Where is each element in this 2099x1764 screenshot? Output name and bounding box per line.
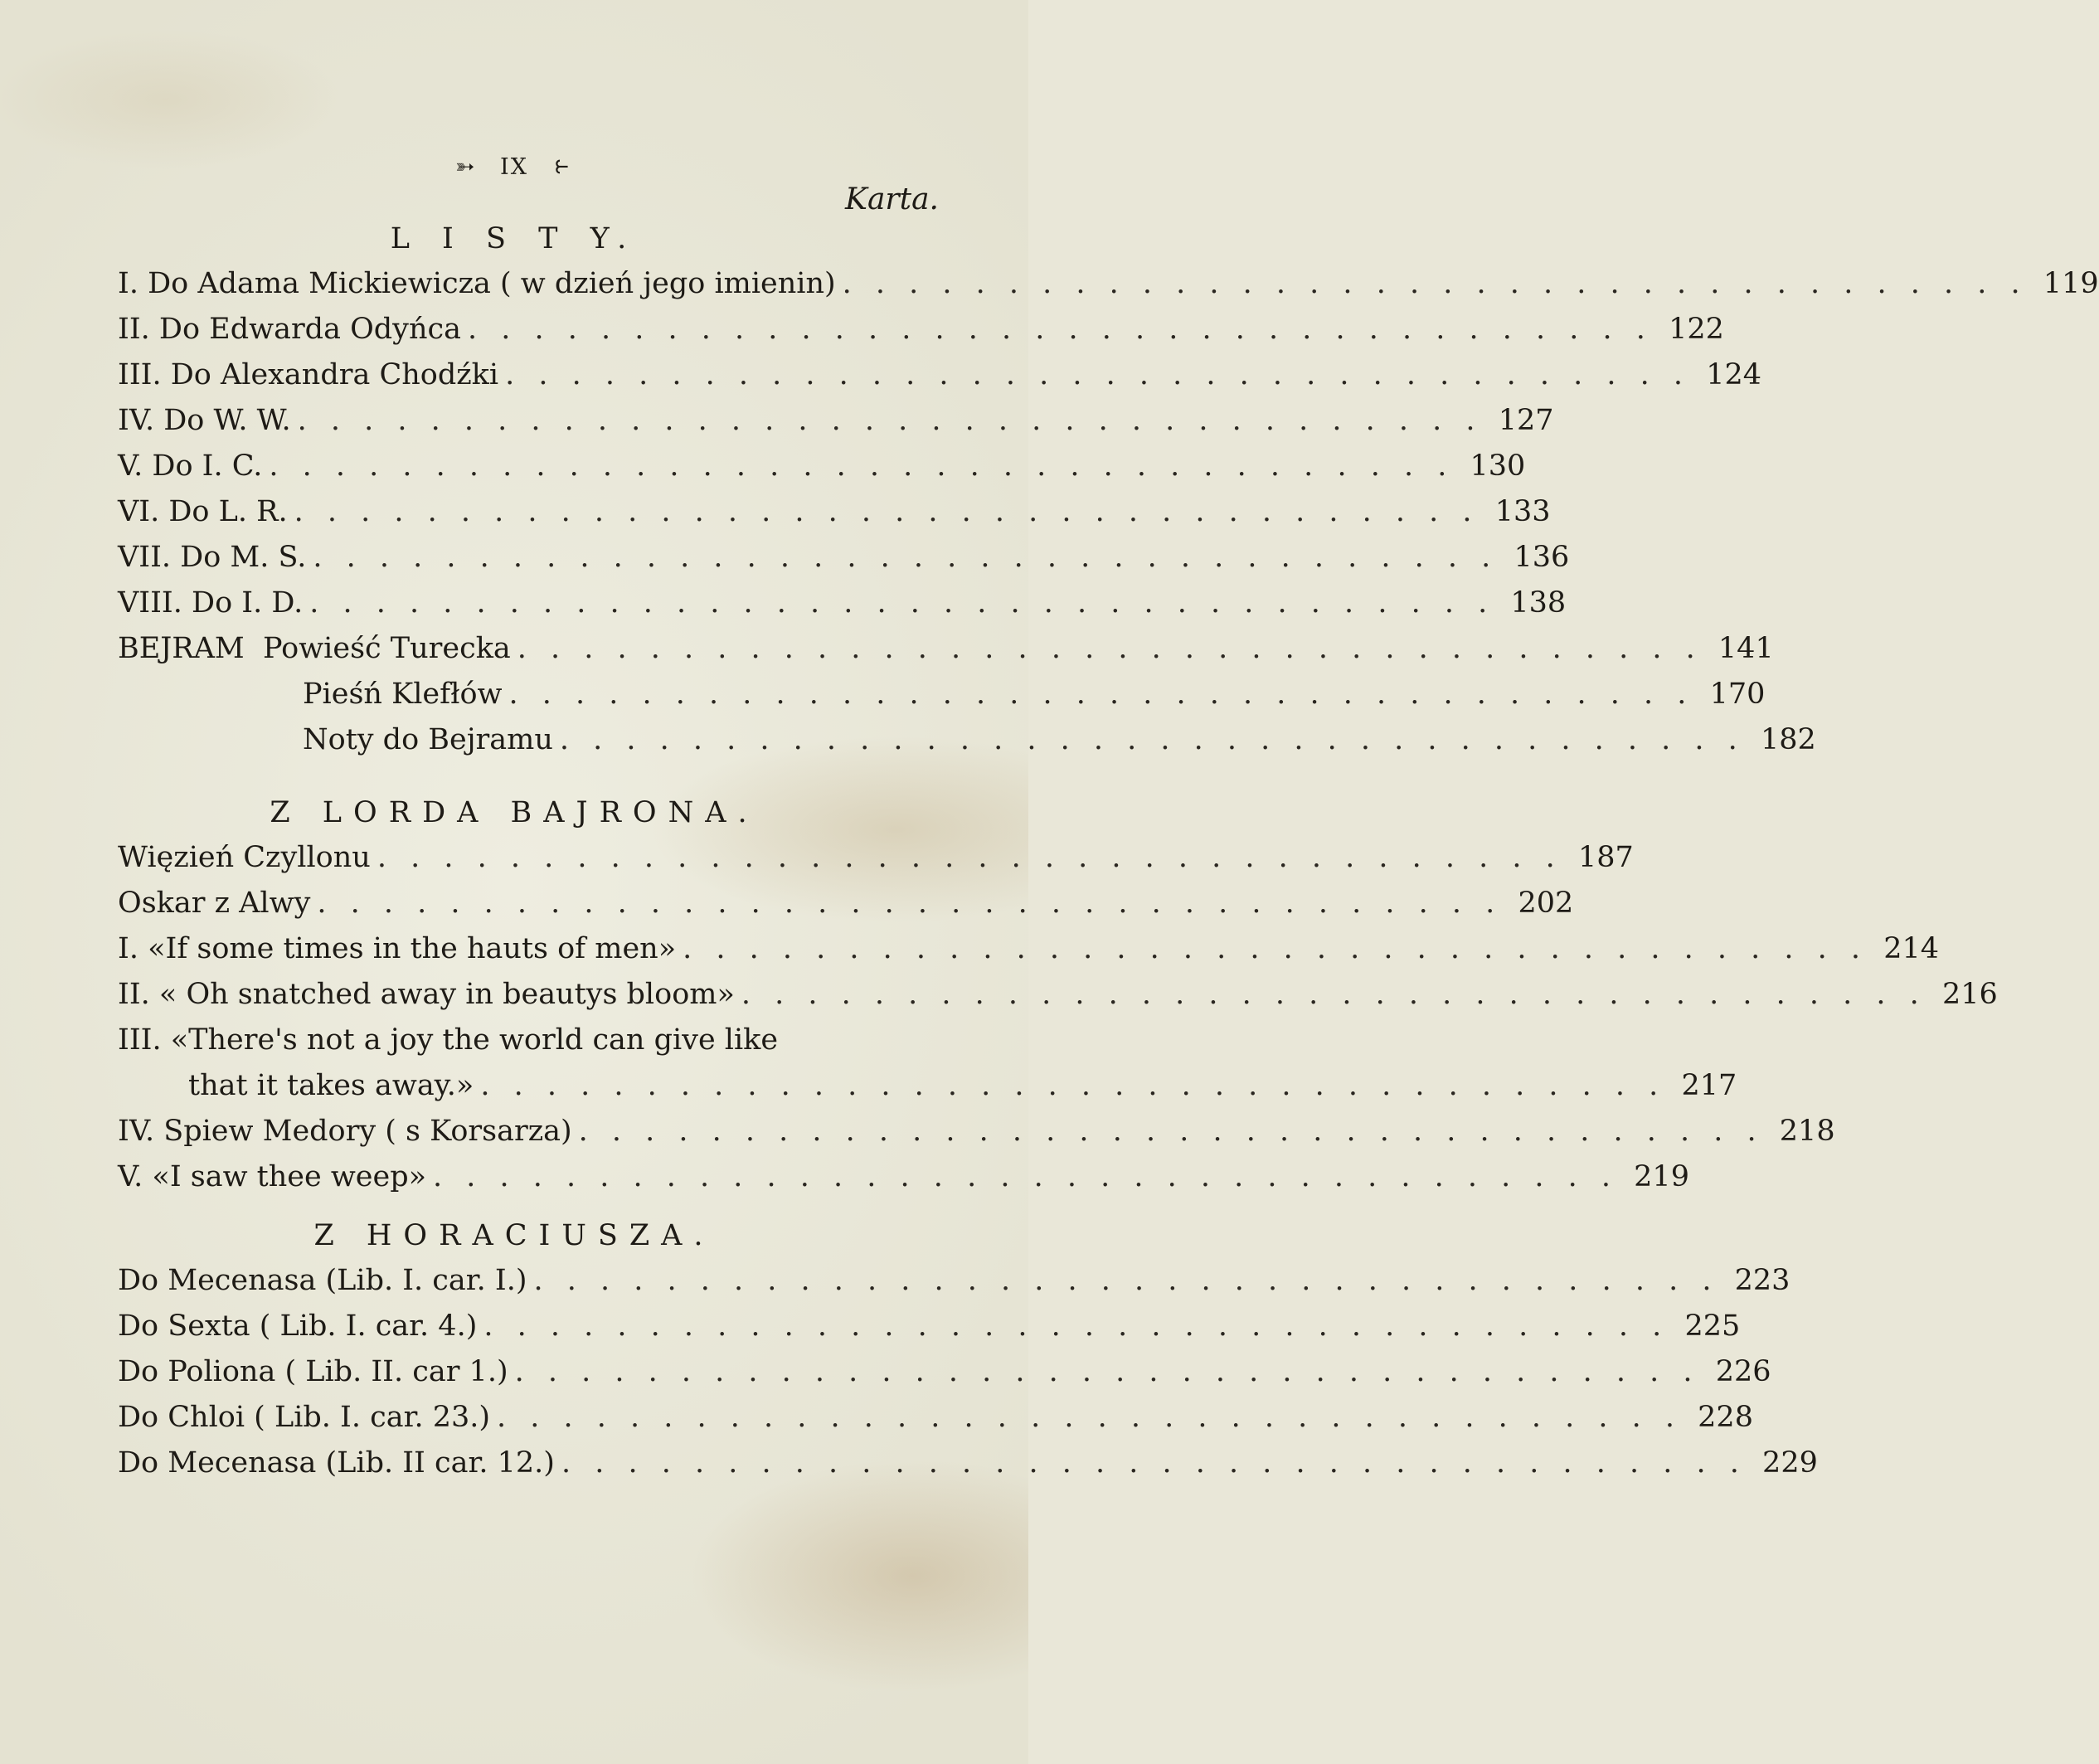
entry-page: 187 xyxy=(1577,841,1634,874)
left-ornament-icon: ➳ xyxy=(454,153,477,180)
entry-page: 138 xyxy=(1510,586,1567,620)
entry-title: Noty do Bejramu xyxy=(303,723,553,756)
dot-leader: . . . . . . . . . . . . . . . . . . . . . . . . . . . . . . . . . . . . xyxy=(467,313,1653,346)
entry-title: IV. Do W. W. xyxy=(118,404,291,437)
dot-leader: . . . . . . . . . . . . . . . . . . . . . . . . . . . . . . . . . . . . xyxy=(578,1115,1764,1148)
dot-leader: . . . . . . . . . . . . . . . . . . . . . . . . . . . . . . . . . . . . xyxy=(514,1355,1700,1388)
toc-entry xyxy=(118,586,1567,632)
karta-label: Karta. xyxy=(845,182,939,216)
entry-title: VI. Do L. R. xyxy=(118,495,288,528)
entry-title: VII. Do M. S. xyxy=(118,541,307,574)
dot-leader: . . . . . . . . . . . . . . . . . . . . . . . . . . . . . . . . . . . . xyxy=(561,1446,1747,1480)
toc-entry xyxy=(118,932,1940,978)
toc-entry xyxy=(118,1310,1741,1355)
toc-entry xyxy=(118,267,2099,313)
dot-leader: . . . . . . . . . . . . . . . . . . . . . . . . . . . . . . . . . . . . xyxy=(317,887,1503,920)
entry-page: 124 xyxy=(1706,358,1762,391)
entry-page: 202 xyxy=(1518,887,1574,920)
toc-entry xyxy=(118,887,1574,932)
toc-horacy xyxy=(118,1264,1818,1492)
entry-page: 119 xyxy=(2043,267,2099,300)
entry-title: Do Chloi ( Lib. I. car. 23.) xyxy=(118,1401,491,1434)
entry-page: 133 xyxy=(1494,495,1551,528)
dot-leader: . . . . . . . . . . . . . . . . . . . . . . . . . . . . . . . . . . . . xyxy=(309,586,1495,620)
dot-leader: . . . . . . . . . . . . . . . . . . . . . . . . . . . . . . . . . . . . xyxy=(741,978,1927,1011)
toc-entry xyxy=(118,1401,1753,1446)
toc-listy xyxy=(118,267,2099,769)
dot-leader: . . . . . . . . . . . . . . . . . . . . . . . . . . . . . . . . . . . . xyxy=(269,450,1455,483)
entry-title: V. Do I. C. xyxy=(118,450,263,483)
section-heading-listy: L I S T Y. xyxy=(390,222,639,255)
entry-title: Do Sexta ( Lib. I. car. 4.) xyxy=(118,1310,478,1343)
dot-leader: . . . . . . . . . . . . . . . . . . . . . . . . . . . . . . . . . . . . xyxy=(842,267,2028,300)
entry-page: 223 xyxy=(1734,1264,1790,1297)
dot-leader: . . . . . . . . . . . . . . . . . . . . . . . . . . . . . . . . . . . . xyxy=(297,404,1483,437)
dot-leader: . . . . . . . . . . . . . . . . . . . . . . . . . . . . . . . . . . . . xyxy=(505,358,1691,391)
toc-entry xyxy=(118,358,1762,404)
entry-page: 229 xyxy=(1762,1446,1818,1480)
entry-page: 214 xyxy=(1883,932,1940,965)
toc-bajron xyxy=(118,841,1998,1206)
entry-title: II. Do Edwarda Odyńca xyxy=(118,313,461,346)
dot-leader: . . . . . . . . . . . . . . . . . . . . . . . . . . . . . . . . . . . . xyxy=(313,541,1499,574)
toc-entry xyxy=(118,978,1998,1023)
entry-title: Więzień Czyllonu xyxy=(118,841,371,874)
toc-entry xyxy=(118,1069,1737,1115)
entry-page: 130 xyxy=(1470,450,1526,483)
entry-page: 228 xyxy=(1698,1401,1753,1434)
entry-title: Oskar z Alwy xyxy=(118,887,311,920)
entry-page: 217 xyxy=(1681,1069,1737,1102)
section-heading-bajron: Z LORDA BAJRONA. xyxy=(270,796,759,829)
entry-title: Do Mecenasa (Lib. II car. 12.) xyxy=(118,1446,555,1480)
entry-title: that it takes away.» xyxy=(188,1069,474,1102)
entry-title: IV. Spiew Medory ( s Korsarza) xyxy=(118,1115,572,1148)
entry-title: II. « Oh snatched away in beautys bloom» xyxy=(118,978,735,1011)
toc-entry xyxy=(118,450,1526,495)
right-ornament-icon: ⥼ xyxy=(551,153,573,180)
entry-title: V. «I saw thee weep» xyxy=(118,1160,427,1193)
entry-page: 122 xyxy=(1669,313,1724,346)
toc-entry xyxy=(118,313,1724,358)
dot-leader: . . . . . . . . . . . . . . . . . . . . . . . . . . . . . . . . . . . . xyxy=(377,841,1562,874)
dot-leader: . . . . . . . . . . . . . . . . . . . . . . . . . . . . . . . . . . . . xyxy=(559,723,1745,756)
dot-leader: . . . . . . . . . . . . . . . . . . . . . . . . . . . . . . . . . . . . xyxy=(497,1401,1682,1434)
toc-entry xyxy=(118,1023,922,1069)
toc-entry xyxy=(118,1115,1835,1160)
dot-leader: . . . . . . . . . . . . . . . . . . . . . . . . . . . . . . . . . . . . xyxy=(533,1264,1719,1297)
page-number-roman: IX xyxy=(500,154,528,180)
dot-leader: . . . . . . . . . . . . . . . . . . . . . . . . . . . . . . . . . . . . xyxy=(517,632,1703,665)
toc-entry xyxy=(118,1355,1771,1401)
entry-page: 225 xyxy=(1684,1310,1741,1343)
section-heading-horacy: Z HORACIUSZA. xyxy=(313,1219,715,1252)
page-header xyxy=(0,153,1028,186)
dot-leader: . . . . . . . . . . . . . . . . . . . . . . . . . . . . . . . . . . . . xyxy=(483,1310,1669,1343)
entry-title: III. Do Alexandra Chodźki xyxy=(118,358,499,391)
dot-leader: . . . . . . . . . . . . . . . . . . . . . . . . . . . . . . . . . . . . xyxy=(294,495,1480,528)
entry-title: BEJRAM Powieść Turecka xyxy=(118,632,511,665)
entry-page: 136 xyxy=(1514,541,1570,574)
toc-entry xyxy=(118,1264,1790,1310)
entry-title: I. «If some times in the hauts of men» xyxy=(118,932,677,965)
entry-page: 226 xyxy=(1715,1355,1771,1388)
entry-title: III. «There's not a joy the world can give like xyxy=(118,1023,779,1057)
toc-entry xyxy=(118,632,1774,678)
toc-entry xyxy=(118,1160,1689,1206)
dot-leader: . . . . . . . . . . . . . . . . . . . . . . . . . . . . . . . . . . . . xyxy=(433,1160,1618,1193)
dot-leader: . . . . . . . . . . . . . . . . . . . . . . . . . . . . . . . . . . . . xyxy=(508,678,1694,711)
toc-entry xyxy=(118,1446,1818,1492)
toc-entry xyxy=(118,678,1766,723)
dot-leader: . . . . . . . . . . . . . . . . . . . . . . . . . . . . . . . . . . . . xyxy=(683,932,1868,965)
entry-page: 170 xyxy=(1709,678,1766,711)
entry-title: VIII. Do I. D. xyxy=(118,586,304,620)
entry-title: Pieśń Klefłów xyxy=(303,678,503,711)
entry-title: Do Mecenasa (Lib. I. car. I.) xyxy=(118,1264,527,1297)
entry-page: 127 xyxy=(1498,404,1554,437)
toc-entry xyxy=(118,841,1634,887)
toc-entry xyxy=(118,723,1816,769)
toc-entry xyxy=(118,541,1570,586)
entry-title: I. Do Adama Mickiewicza ( w dzień jego imienin) xyxy=(118,267,836,300)
dot-leader: . . . . . . . . . . . . . . . . . . . . . . . . . . . . . . . . . . . . xyxy=(480,1069,1666,1102)
entry-page: 218 xyxy=(1779,1115,1835,1148)
entry-title: Do Poliona ( Lib. II. car 1.) xyxy=(118,1355,508,1388)
entry-page: 216 xyxy=(1941,978,1998,1011)
entry-page: 182 xyxy=(1760,723,1816,756)
entry-page xyxy=(778,1023,783,1057)
toc-entry xyxy=(118,495,1551,541)
entry-page: 219 xyxy=(1634,1160,1689,1193)
toc-entry xyxy=(118,404,1554,450)
entry-page: 141 xyxy=(1718,632,1774,665)
